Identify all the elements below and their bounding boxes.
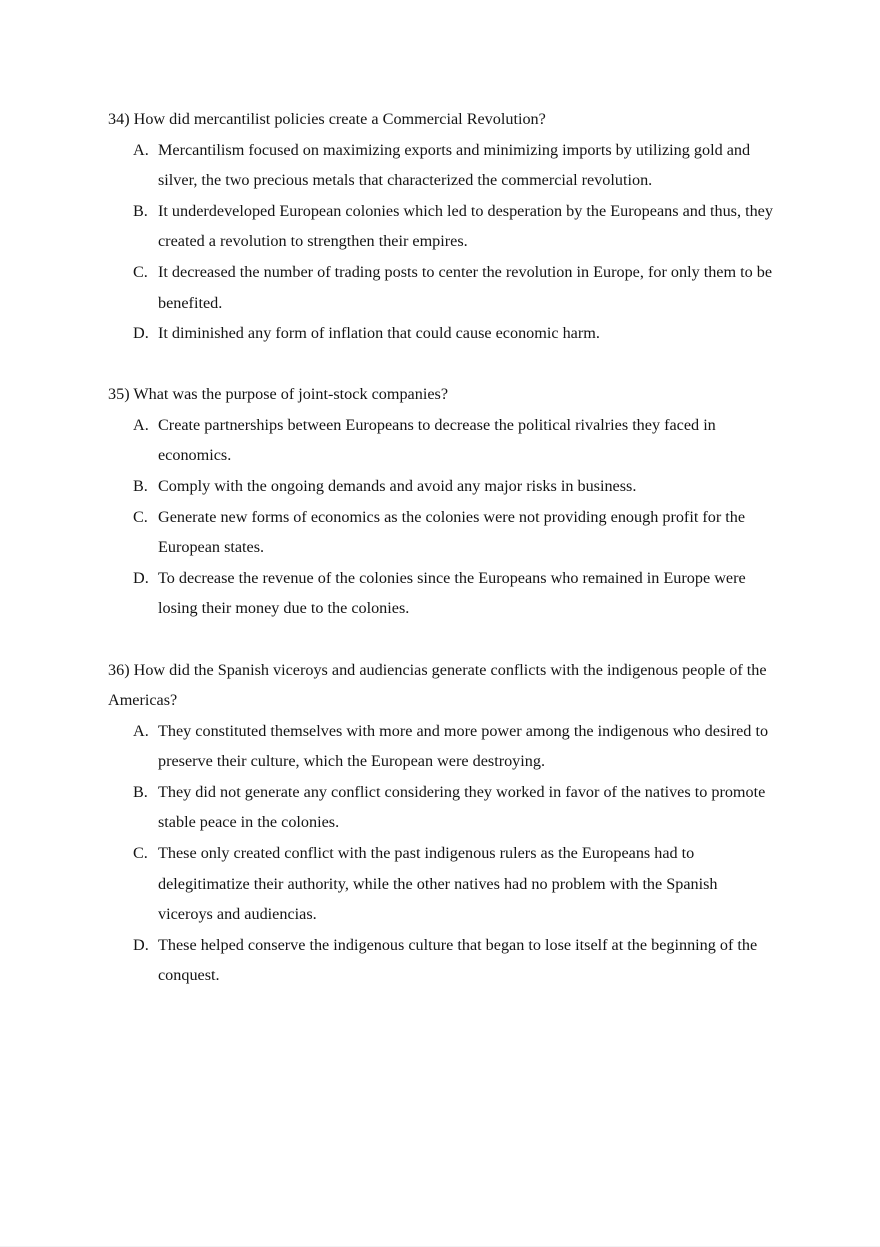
option-item[interactable] xyxy=(108,257,776,318)
option-letter: D. xyxy=(133,568,149,587)
option-letter: C. xyxy=(133,844,148,863)
option-item[interactable] xyxy=(108,563,776,624)
option-item[interactable] xyxy=(108,930,776,991)
option-text: Mercantilism focused on maximizing exports and minimizing imports by utilizing gold and silver, the two precious metals that characterized the commercial revolution. xyxy=(158,140,751,190)
option-text: Comply with the ongoing demands and avoid any major risks in business. xyxy=(158,477,637,496)
option-list xyxy=(108,716,776,991)
question-block xyxy=(108,379,776,624)
option-letter: B. xyxy=(133,477,148,496)
option-item[interactable] xyxy=(108,777,776,838)
option-item[interactable] xyxy=(108,318,776,349)
option-item[interactable] xyxy=(108,838,776,930)
option-text: Create partnerships between Europeans to decrease the political rivalries they faced in economics. xyxy=(158,415,716,465)
option-letter: B. xyxy=(133,201,148,220)
option-letter: A. xyxy=(133,140,149,159)
option-text: Generate new forms of economics as the colonies were not providing enough profit for the European states. xyxy=(158,507,746,557)
option-item[interactable] xyxy=(108,716,776,777)
option-text: It diminished any form of inflation that could cause economic harm. xyxy=(158,324,600,343)
option-text: These helped conserve the indigenous culture that began to lose itself at the beginning of the conquest. xyxy=(158,935,758,985)
option-text: They did not generate any conflict considering they worked in favor of the natives to promote stable peace in the colonies. xyxy=(158,782,766,832)
question-stem: 36) How did the Spanish viceroys and audiencias generate conflicts with the indigenous people of the Americas? xyxy=(108,660,767,710)
option-letter: D. xyxy=(133,324,149,343)
option-letter: B. xyxy=(133,782,148,801)
question-stem: 34) How did mercantilist policies create a Commercial Revolution? xyxy=(108,110,546,128)
option-text: To decrease the revenue of the colonies since the Europeans who remained in Europe were losing their money due to the colonies. xyxy=(158,568,746,618)
option-letter: A. xyxy=(133,721,149,740)
option-letter: C. xyxy=(133,507,148,526)
question-block xyxy=(108,655,776,992)
option-item[interactable] xyxy=(108,502,776,563)
option-text: It underdeveloped European colonies which led to desperation by the Europeans and thus, they created a revolution to strengthen their empires. xyxy=(158,201,773,251)
option-letter: D. xyxy=(133,935,149,954)
option-item[interactable] xyxy=(108,196,776,257)
option-letter: A. xyxy=(133,415,149,434)
question-block xyxy=(108,104,776,349)
option-text: These only created conflict with the past indigenous rulers as the Europeans had to delegitimatize their authority, while the other natives had no problem with the Spanish viceroys and audiencias. xyxy=(158,844,718,924)
option-list xyxy=(108,135,776,349)
option-text: They constituted themselves with more and more power among the indigenous who desired to preserve their culture, which the European were destroying. xyxy=(158,721,769,771)
option-text: It decreased the number of trading posts to center the revolution in Europe, for only them to be benefited. xyxy=(158,262,773,312)
option-item[interactable] xyxy=(108,135,776,196)
option-list xyxy=(108,410,776,624)
option-letter: C. xyxy=(133,262,148,281)
document-body xyxy=(108,104,776,991)
question-stem: 35) What was the purpose of joint-stock companies? xyxy=(108,385,449,404)
option-item[interactable] xyxy=(108,471,776,502)
option-item[interactable] xyxy=(108,410,776,471)
